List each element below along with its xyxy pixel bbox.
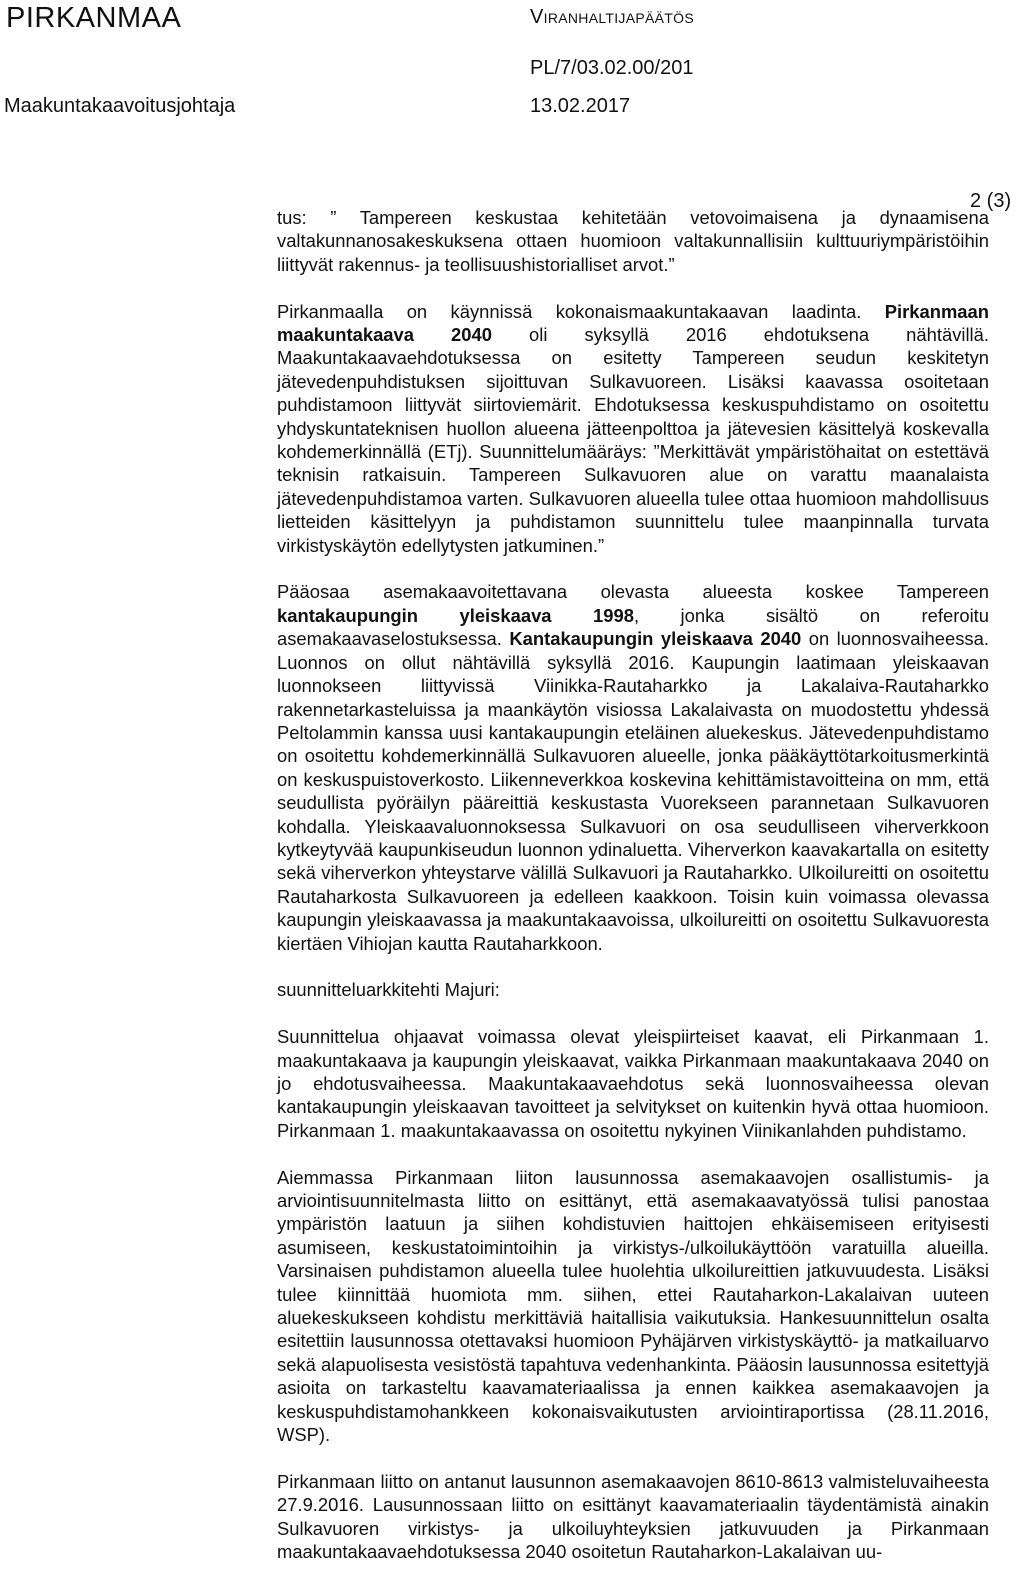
p3-text-e: on luonnosvaiheessa. Luonnos on ollut nähtävillä syksyllä 2016. Kaupungin laatimaan yleiskaavan luonnokseen liittyvissä Viinikka-Rautaharkko ja Lakalaiva-Rautaharkko rakennetarkasteluissa ja maankäytön visiossa Lakalaivasta on muodostettu yhdessä Peltolammin kanssa uusi kantakaupungin eteläinen aluekeskus. Jätevedenpuhdistamo on osoitettu kohdemerkinnällä Sulkavuoren alueelle, jonka pääkäyttötarkoitusmerkintä on keskuspuistoverkosto. Liikenneverkkoa koskevina kehittämistavoitteina on mm, että seudullista pyöräilyn pääreittiä keskustasta Vuorekseen parannetaan Sulkavuoren kohdalla. Yleiskaavaluonnoksessa Sulkavuori on osa seudulliseen viherverkkoon kytkeytyvää kaupunkiseudun luonnon ydinaluetta. Viherverkon kaavakartalla on esitetty sekä viherverkon yhteystarve välillä Sulkavuori ja Rautaharkko. Ulkoilureitti on osoitettu Rautaharkosta Sulkavuoreen ja edelleen kaakkoon. Toisin kuin voimassa olevassa kaupungin yleiskaavassa ja maakuntakaavoissa, ulkoilureitti on osoitettu Sulkavuoresta kiertäen Vihiojan kautta Rautaharkkoon. (277, 628, 989, 954)
document-number: PL/7/03.02.00/201 (530, 57, 694, 79)
p2-text-c: oli syksyllä 2016 ehdotuksena nähtävillä. Maakuntakaavaehdotuksessa on esitetty Tampereen seudun keskitetyn jätevedenpuhdistuksen sijoittuvan Sulkavuoreen. Lisäksi kaavassa osoitetaan puhdistamoon liittyvät siirtoviemärit. Ehdotuksessa keskuspuhdistamo on osoitettu yhdyskuntateknisen huollon alueena jätteenpolttoa ja jätevesien käsittelyä koskevalla kohdemerkinnällä (ETj). Suunnittelumääräys: ”Merkittävät ympäristöhaitat on estettävä teknisin ratkaisuin. Tampereen Sulkavuoren alue on varattu maanalaista jätevedenpuhdistamoa varten. Sulkavuoren alueella tulee ottaa huomioon mahdollisuus lietteiden käsittelyyn ja puhdistamon suunnittelu tulee maanpinnalla turvata virkistyskäytön edellytysten jatkuminen.” (277, 324, 989, 556)
document-type: Viranhaltijapäätös (530, 6, 694, 28)
paragraph-guidance (277, 1025, 989, 1142)
p3-plan-2040: Kantakaupungin yleiskaava 2040 (509, 628, 802, 650)
p5-text: Suunnittelua ohjaavat voimassa olevat yleispiirteiset kaavat, eli Pirkanmaan 1. maakuntakaava ja kaupungin yleiskaavat, vaikka Pirkanmaan maakuntakaava 2040 on jo ehdotusvaiheessa. Maakuntakaavaehdotus sekä luonnosvaiheessa olevan kantakaupungin yleiskaavan tavoitteet ja selvitykset on kuitenkin hyvä ottaa huomioon. Pirkanmaan 1. maakuntakaavassa on osoitettu nykyinen Viinikanlahden puhdistamo. (277, 1026, 989, 1141)
paragraph-regional-plan (277, 300, 989, 557)
paragraph-earlier-statement (277, 1166, 989, 1447)
document-body (277, 206, 989, 1563)
p6-text: Aiemmassa Pirkanmaan liiton lausunnossa asemakaavojen osallistumis- ja arviointisuunnitelmasta liitto on esittänyt, että asemakaavatyössä tulisi panostaa ympäristön laatuun ja siihen kohdistuvien haittojen ehkäisemiseen erityisesti asumiseen, keskustatoimintoihin ja virkistys-/ulkoilukäyttöön varatuilla alueilla. Varsinaisen puhdistamon alueella tulee huolehtia ulkoilureittien jatkuvuudesta. Lisäksi tulee kiinnittää huomiota mm. siihen, ettei Rautaharkon-Lakalaivan uuteen aluekeskukseen kohdistu merkittäviä haitallisia vaikutuksia. Hankesuunnittelun osalta esitettiin lausunnossa otettavaksi huomioon Pyhäjärven virkistyskäyttö- ja matkailuarvo sekä alapuolisesta vesistöstä tapahtuva vedenhankinta. Pääosin lausunnossa esitettyjä asioita on tarkasteltu kaavamateriaalissa ja ennen kaikkea asemakaavojen ja keskuspuhdistamohankkeen kokonaisvaikutusten arviointiraportissa (28.11.2016, WSP). (277, 1166, 989, 1446)
paragraph-master-plan (277, 580, 989, 955)
p7-text: Pirkanmaan liitto on antanut lausunnon asemakaavojen 8610-8613 valmisteluvaiheesta 27.9.2016. Lausunnossaan liitto on esittänyt kaavamateriaalin täydentämistä ainakin Sulkavuoren virkistys- ja ulkoiluyhteyksien jatkuvuuden ja Pirkanmaan maakuntakaavaehdotuksessa 2040 osoitetun Rautaharkon-Lakalaivan uu- (277, 1470, 989, 1563)
p3-text-a: Pääosaa asemakaavoitettavana olevasta alueesta koskee Tampereen (277, 581, 989, 603)
paragraph-statement-2016 (277, 1470, 989, 1564)
p3-plan-1998: kantakaupungin yleiskaava 1998 (277, 604, 634, 626)
p3-text-c: , jonka sisältö on referoitu asemakaavaselostuksessa. (277, 604, 989, 650)
p2-plan-name: Pirkanmaan maakuntakaava 2040 (277, 300, 989, 346)
p1-text: tus: ” Tampereen keskustaa kehitetään vetovoimaisena ja dynaamisena valtakunnanosakeskuksena ottaen huomioon valtakunnallisiin kulttuuriympäristöihin liittyvät rakennus- ja teollisuushistorialliset arvot.” (277, 207, 989, 275)
paragraph-quote-intro (277, 206, 989, 276)
p2-text-a: Pirkanmaalla on käynnissä kokonaismaakuntakaavan laadinta. (277, 300, 862, 322)
p4-text: suunnitteluarkkitehti Majuri: (277, 979, 500, 1001)
page-number: 2 (3) (970, 190, 1012, 212)
document-date: 13.02.2017 (530, 95, 631, 117)
author-role: Maakuntakaavoitusjohtaja (4, 95, 236, 117)
paragraph-speaker (277, 978, 989, 1001)
organization-name: PIRKANMAA (6, 2, 182, 34)
